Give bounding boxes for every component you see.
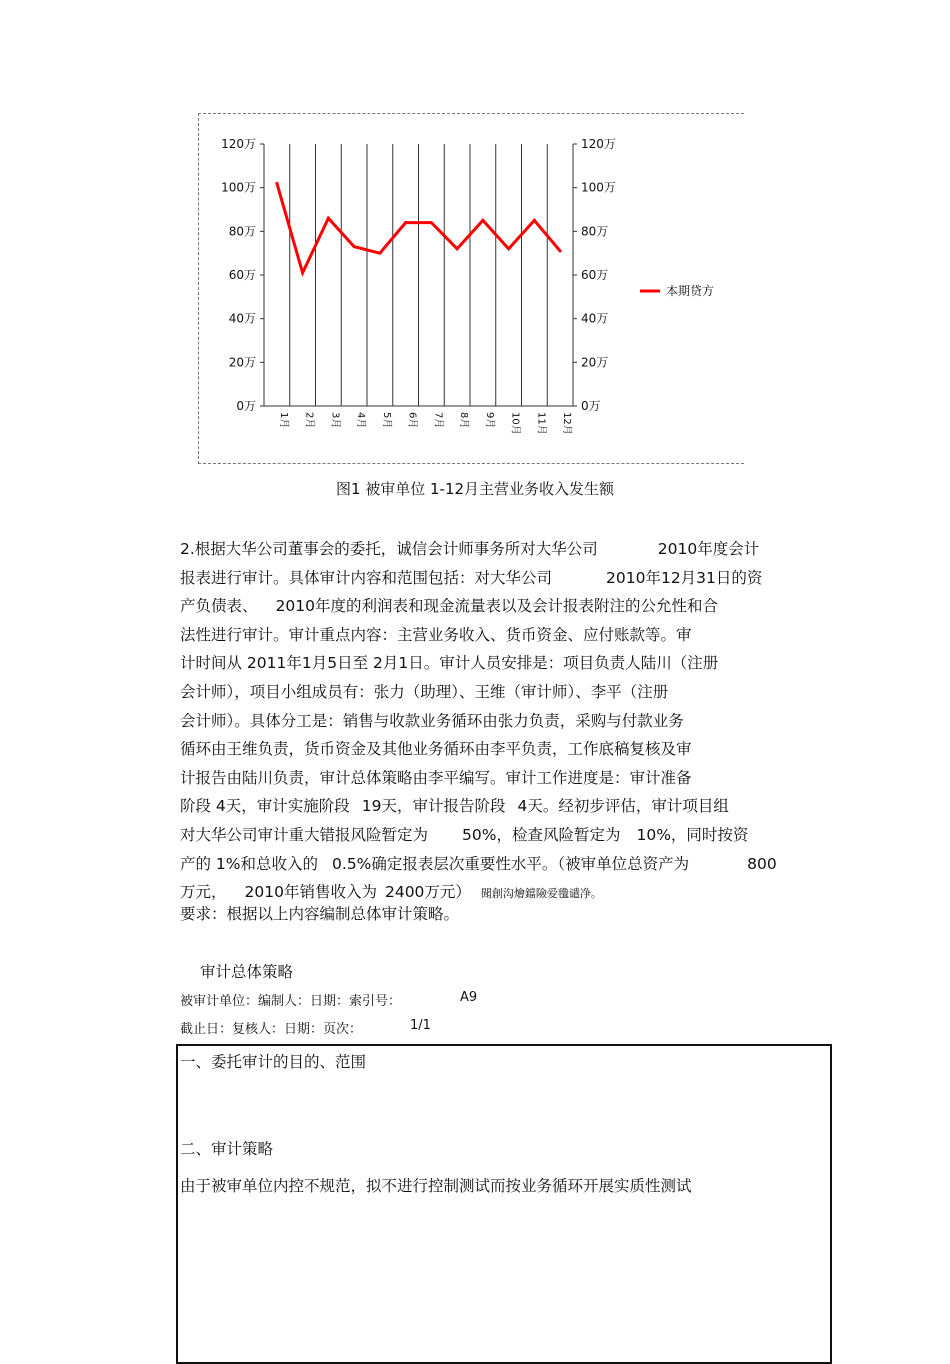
x-tick-label: 2月 (303, 412, 315, 429)
x-tick-label: 9月 (483, 412, 495, 429)
line-chart (198, 113, 758, 465)
para-line: 计时间从 2011年1月5日至 2月1日。审计人员安排是：项目负责人陆川（注册 (180, 654, 719, 673)
para-line: 产的 1%和总收入的 0.5%确定报表层次重要性水平。（被审单位总资产为 800 (180, 854, 777, 873)
y-tick-label-right: 80万 (581, 224, 609, 239)
para-line: 会计师），项目小组成员有：张力（助理）、王维（审计师）、李平（注册 (180, 682, 669, 701)
y-tick-label-left: 40万 (228, 311, 256, 326)
para-line: 阶段 4天，审计实施阶段 19天，审计报告阶段 4天。经初步评估，审计项目组 (180, 797, 729, 816)
para-line: 万元， 2010年销售收入为 2400万元） 聞創沟燴鐺險爱氇谴净。 (180, 883, 602, 902)
x-tick-label: 3月 (329, 412, 341, 429)
data-point (481, 219, 484, 222)
legend-label: 本期贷方 (666, 284, 715, 298)
y-tick-label-left: 20万 (228, 355, 256, 370)
para-line: 产负债表、 2010年度的利润表和现金流量表以及会计报表附注的公允性和合 (180, 597, 718, 616)
strategy-meta-1: 被审计单位：编制人：日期：索引号： (180, 994, 402, 1009)
y-tick-label-left: 0万 (236, 399, 256, 413)
data-point (404, 221, 407, 224)
data-point (301, 271, 304, 274)
para-line: 报表进行审计。具体审计内容和范围包括：对大华公司 2010年12月31日的资 (180, 568, 763, 587)
para-line: 会计师）。具体分工是：销售与收款业务循环由张力负责，采购与付款业务 (180, 711, 684, 730)
data-point (275, 182, 278, 185)
x-tick-label: 6月 (406, 412, 418, 429)
case-paragraph (180, 535, 820, 907)
data-point (533, 219, 536, 222)
para-line: 对大华公司审计重大错报风险暂定为 50%，检查风险暂定为 10%，同时按资 (180, 825, 749, 844)
section-2-heading: 二、审计策略 (180, 1140, 274, 1158)
y-tick-label-right: 120万 (581, 137, 616, 151)
data-point (456, 247, 459, 250)
figure-caption: 图1 被审单位 1-12月主营业务收入发生额 (335, 480, 615, 498)
y-tick-label-left: 60万 (228, 268, 256, 282)
x-tick-label: 12月 (561, 412, 573, 435)
x-tick-label: 1月 (277, 412, 289, 429)
x-tick-label: 11月 (535, 412, 547, 435)
para-line: 计报告由陆川负责，审计总体策略由李平编写。审计工作进度是：审计准备 (180, 768, 692, 787)
x-tick-label: 10月 (509, 412, 521, 435)
y-tick-label-right: 0万 (581, 399, 601, 413)
y-tick-label-right: 20万 (581, 355, 609, 370)
index-number: A9 (460, 990, 478, 1005)
x-tick-label: 8月 (458, 412, 470, 429)
y-tick-label-left: 80万 (228, 224, 256, 239)
strategy-meta-2: 截止日：复核人：日期：页次： (180, 1022, 363, 1037)
data-point (507, 247, 510, 250)
x-tick-label: 7月 (432, 412, 444, 429)
data-point (353, 245, 356, 248)
strategy-title: 审计总体策略 (200, 963, 294, 981)
page-number: 1/1 (410, 1018, 431, 1033)
y-tick-label-right: 40万 (581, 311, 609, 326)
x-tick-label: 4月 (355, 412, 367, 429)
data-point (378, 252, 381, 255)
section-1-heading: 一、委托审计的目的、范围 (180, 1053, 367, 1071)
requirement-text: 要求：根据以上内容编制总体审计策略。 (180, 905, 460, 923)
strategy-table (176, 1044, 832, 1364)
x-tick-label: 5月 (380, 412, 392, 429)
para-line: 法性进行审计。审计重点内容：主营业务收入、货币资金、应付账款等。审 (180, 625, 692, 644)
y-tick-label-left: 120万 (221, 137, 256, 151)
section-2-text: 由于被审单位内控不规范，拟不进行控制测试而按业务循环开展实质性测试 (180, 1177, 692, 1195)
data-point (327, 217, 330, 220)
y-tick-label-left: 100万 (221, 180, 256, 195)
data-point (559, 249, 562, 252)
y-tick-label-right: 60万 (581, 268, 609, 282)
data-point (430, 221, 433, 224)
para-line: 循环由王维负责，货币资金及其他业务循环由李平负责，工作底稿复核及审 (180, 740, 692, 759)
para-line: 2.根据大华公司董事会的委托，诚信会计师事务所对大华公司 2010年度会计 (180, 540, 760, 558)
y-tick-label-right: 100万 (581, 180, 616, 195)
